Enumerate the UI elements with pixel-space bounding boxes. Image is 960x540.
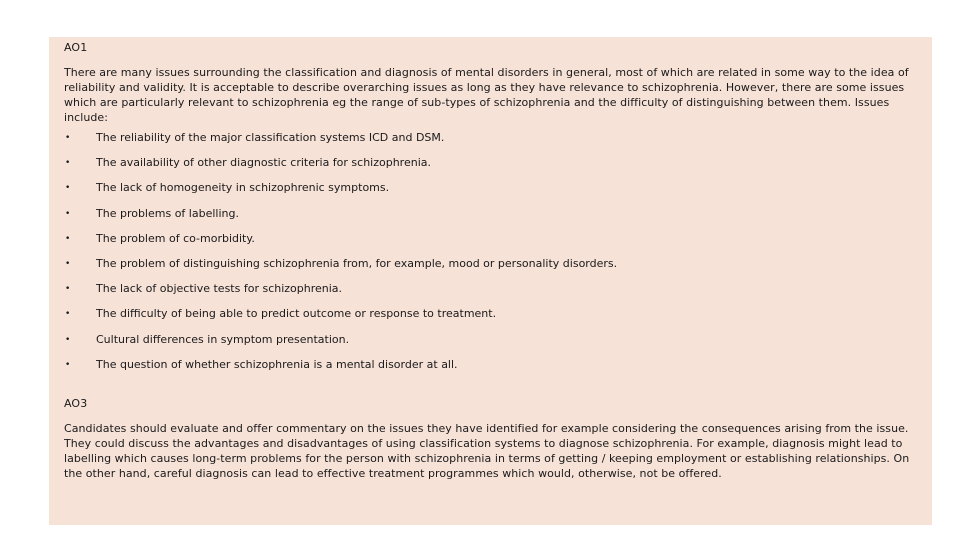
- bullet-icon: •: [65, 309, 71, 320]
- bullet-icon: •: [65, 133, 71, 143]
- list-item-text: The problem of distinguishing schizophrenia from, for example, mood or personality disorders.: [96, 256, 618, 270]
- bullet-icon: •: [65, 334, 71, 345]
- list-item-text: The problems of labelling.: [96, 206, 239, 220]
- ao1-heading: AO1: [64, 41, 88, 54]
- list-item: [64, 232, 922, 257]
- ao3-paragraph: Candidates should evaluate and offer commentary on the issues they have identified for example considering the consequences arising from the issue. They could discuss the advantages and disadvantages of using classification systems to diagnose schizophrenia. For example, diagnosis might lead to labelling which causes long-term problems for the person with schizophrenia in terms of getting / keeping employment or establishing relationships. On the other hand, careful diagnosis can lead to effective treatment programmes which would, otherwise, not be offered.: [64, 421, 910, 480]
- bullet-icon: •: [65, 183, 71, 194]
- bullet-icon: •: [65, 284, 71, 295]
- bullet-icon: •: [65, 233, 71, 244]
- list-item-text: The lack of homogeneity in schizophrenic symptoms.: [96, 181, 390, 195]
- list-item: [64, 207, 922, 232]
- list-item-text: The problem of co-morbidity.: [96, 231, 255, 245]
- list-item-text: The availability of other diagnostic criteria for schizophrenia.: [96, 156, 432, 170]
- list-item-text: The lack of objective tests for schizophrenia.: [96, 282, 343, 296]
- list-item: [64, 307, 922, 332]
- issues-list: [64, 131, 922, 383]
- content-panel: [49, 37, 932, 525]
- list-item: [64, 358, 922, 383]
- ao3-heading: AO3: [64, 396, 88, 410]
- list-item-text: Cultural differences in symptom presentation.: [96, 332, 350, 346]
- list-item: [64, 156, 922, 181]
- bullet-icon: •: [65, 208, 71, 219]
- list-item: [64, 282, 922, 307]
- list-item-text: The question of whether schizophrenia is a mental disorder at all.: [96, 357, 458, 371]
- bullet-icon: •: [65, 158, 71, 169]
- list-item: [64, 333, 922, 358]
- list-item: [64, 181, 922, 206]
- bullet-icon: •: [65, 359, 71, 370]
- list-item: [64, 257, 922, 282]
- list-item-text: The difficulty of being able to predict outcome or response to treatment.: [96, 307, 497, 321]
- bullet-icon: •: [65, 258, 71, 269]
- list-item-text: The reliability of the major classification systems ICD and DSM.: [96, 131, 445, 144]
- list-item: [64, 131, 922, 156]
- ao1-paragraph: There are many issues surrounding the classification and diagnosis of mental disorders in general, most of which are related in some way to the idea of reliability and validity. It is acceptable to describe overarching issues as long as they have relevance to schizophrenia. However, there are some issues which are particularly relevant to schizophrenia eg the range of sub-types of schizophrenia and the difficulty of distinguishing between them. Issues include:: [64, 66, 909, 124]
